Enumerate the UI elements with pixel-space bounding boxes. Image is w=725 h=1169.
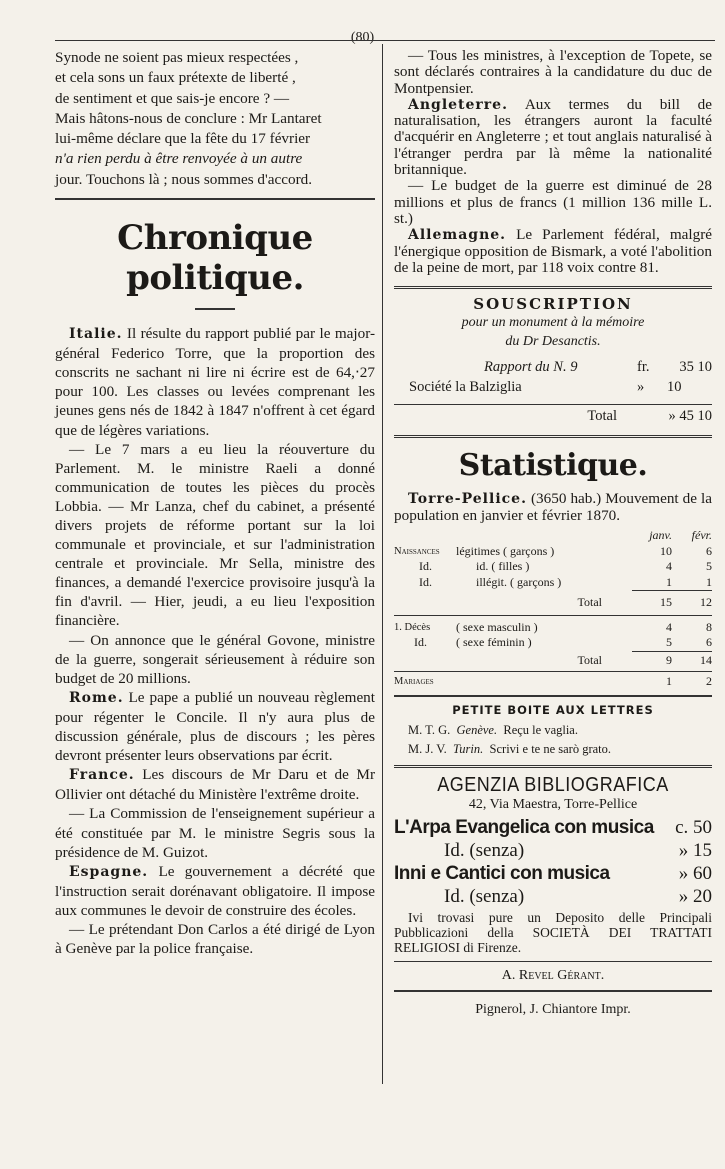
book-title: Id. (senza) <box>444 840 525 862</box>
france-text: Les discours de Mr Daru et de Mr Ollivier ont détaché du Ministère l'extrême droite. <box>55 766 375 804</box>
pop-total-fevr: 12 <box>672 591 712 616</box>
gerant: A. Revel Gérant. <box>501 968 605 984</box>
agenzia-title: AGENZIA BIBLIOGRAFICA <box>437 772 669 796</box>
col-janv: janv. <box>649 528 672 543</box>
pop-row <box>394 544 712 560</box>
pop-desc: ( sexe féminin ) <box>456 635 532 650</box>
souscription-table <box>394 359 712 425</box>
boite-rule <box>394 695 712 697</box>
agenzia-note: Ivi trovasi pure un Deposito delle Principali Pubblicazioni della SOCIETÀ DEI TRATTATI RELIGIOSI di Firenze. <box>394 910 712 956</box>
book-price: c. 50 <box>675 817 712 839</box>
france-paragraph <box>55 765 375 804</box>
angleterre-paragraph <box>394 97 712 178</box>
intro-line: n'a rien perdu à être renvoyée à un autre <box>55 150 303 168</box>
espagne-text: Le gouvernement a décrété que l'instruction serait dorénavant obligatoire. Il impose aux communes le devoir de construire des écoles. <box>55 862 376 919</box>
espagne-paragraph <box>55 862 375 920</box>
italie-heading: Italie. <box>69 326 123 343</box>
souscription-row <box>394 359 712 376</box>
mariages-label: Mariages <box>394 675 434 687</box>
intro-line: de sentiment et que sais-je encore ? — <box>55 89 290 107</box>
torre-paragraph <box>394 491 712 524</box>
book-list <box>394 816 712 908</box>
souscription-rule <box>394 286 712 289</box>
angleterre-heading: Angleterre. <box>408 96 508 113</box>
pop-fevr: 5 <box>706 559 712 574</box>
book-row <box>394 862 712 885</box>
boite-where: Genève. <box>456 723 498 738</box>
pop-janv: 4 <box>666 619 672 634</box>
allemagne-heading: Allemagne. <box>408 227 507 244</box>
population-table <box>394 528 712 689</box>
italie-paragraph <box>55 324 375 440</box>
mariages-row <box>394 674 712 690</box>
gerant-rule <box>394 961 712 962</box>
souscription-total-row <box>394 405 712 426</box>
book-row <box>394 839 712 862</box>
pop-fevr: 8 <box>706 619 712 634</box>
budget-paragraph: — Le budget de la guerre est diminué de 28 millions et plus de francs (1 million 136 mille L. st.) <box>394 177 712 227</box>
book-price: » 15 <box>678 840 712 862</box>
souscription-total-label: Total <box>394 405 637 426</box>
pop-desc: légitimes ( garçons ) <box>456 543 555 558</box>
carlos-paragraph: — Le prétendant Don Carlos a été dirigé de Lyon à Genève par la police française. <box>55 920 375 958</box>
page-number: (80) <box>350 30 375 45</box>
intro-line: jour. Touchons là ; nous sommes d'accord. <box>55 170 313 188</box>
souscription-total-value: » 45 10 <box>637 405 712 426</box>
pop-total-janv: 9 <box>632 651 672 671</box>
mariages-fevr: 2 <box>706 673 712 688</box>
intro-paragraph <box>55 48 375 190</box>
angleterre-text: Aux termes du bill de naturalisation, les étrangers auront la faculté d'acquérir en Angleterre ; et tout anglais naturalisé à l'étranger perdra par là même la nationalité britannique. <box>394 95 712 179</box>
book-title: Inni e Cantici con musica <box>394 863 610 885</box>
souscription-currency: » <box>637 379 645 396</box>
intro-line: Mais hâtons-nous de conclure : Mr Lantaret <box>55 109 322 127</box>
commission-paragraph: — La Commission de l'enseignement supérieur a été constituée par M. le ministre Segris sous la présidence de M. Guizot. <box>55 805 375 861</box>
pop-label: Id. <box>414 635 427 650</box>
boite-where: Turin. <box>453 742 484 757</box>
column-divider <box>382 44 383 1084</box>
book-title: Id. (senza) <box>444 886 525 908</box>
pop-row <box>394 559 712 575</box>
section-rule <box>55 198 375 200</box>
pop-label: Id. <box>419 574 432 589</box>
pop-label: Naissances <box>394 545 440 557</box>
book-price: » 60 <box>678 863 712 885</box>
boite-msg: Reçu le vaglia. <box>503 723 578 738</box>
book-title: L'Arpa Evangelica con musica <box>394 817 654 839</box>
pop-desc: illégit. ( garçons ) <box>476 574 562 589</box>
book-price: » 20 <box>678 886 712 908</box>
pop-fevr: 6 <box>706 635 712 650</box>
pop-janv: 5 <box>666 635 672 650</box>
ministres-paragraph: — Tous les ministres, à l'exception de Topete, se sont déclarés contraires à la candidature du duc de Montpensier. <box>394 47 712 97</box>
pop-row <box>394 620 712 636</box>
pop-row <box>394 575 712 591</box>
pop-fevr: 6 <box>706 543 712 558</box>
boite-row <box>408 740 712 759</box>
col-fevr: févr. <box>691 528 712 543</box>
book-row <box>394 885 712 908</box>
souscription-sub1: pour un monument à la mémoire <box>461 315 645 331</box>
torre-heading: Torre-Pellice. <box>408 491 527 508</box>
souscription-currency: fr. <box>637 359 650 376</box>
govone-paragraph: — On annonce que le général Govone, ministre de la guerre, songerait sérieusement à réduire son budget de 20 millions. <box>55 631 375 687</box>
boite-msg: Scrivi e te ne sarò grato. <box>489 742 612 757</box>
statistique-rule <box>394 435 712 438</box>
title-dash <box>195 308 235 310</box>
pop-total-fevr: 14 <box>672 651 712 671</box>
mariages-janv: 1 <box>666 673 672 688</box>
allemagne-text: Le Parlement fédéral, malgré l'énergique opposition de Bismark, a voté l'abolition de la peine de mort, par 118 voix contre 81. <box>394 226 712 276</box>
statistique-title: Statistique. <box>458 448 648 484</box>
pop-total-label: Total <box>577 653 602 668</box>
rome-paragraph <box>55 688 375 765</box>
boite-row <box>408 721 712 740</box>
agenzia-address: 42, Via Maestra, Torre-Pellice <box>468 797 638 813</box>
souscription-value: 10 <box>667 379 682 396</box>
pop-janv: 4 <box>666 559 672 574</box>
souscription-row <box>394 376 712 396</box>
pop-label: Id. <box>419 559 432 574</box>
pop-total-label: Total <box>577 594 602 609</box>
torre-text: (3650 hab.) Mouvement de la population en janvier et février 1870. <box>394 490 713 524</box>
imprimeur: Pignerol, J. Chiantore Impr. <box>475 1002 631 1018</box>
pop-total-row <box>394 651 712 671</box>
boite-title: PETITE BOITE AUX LETTRES <box>452 703 654 718</box>
espagne-heading: Espagne. <box>69 863 149 880</box>
pop-total-row <box>394 591 712 616</box>
left-column <box>55 48 375 958</box>
imprimeur-rule <box>394 990 712 992</box>
pop-row <box>394 635 712 651</box>
pop-janv: 10 <box>660 543 672 558</box>
pop-fevr: 1 <box>706 574 712 589</box>
souscription-title: SOUSCRIPTION <box>473 295 633 314</box>
pop-total-janv: 15 <box>632 591 672 616</box>
souscription-label: Rapport du N. 9 <box>484 359 578 376</box>
book-row <box>394 816 712 839</box>
chronique-title: Chronique politique. <box>117 218 313 299</box>
pop-label: 1. Décès <box>394 621 431 633</box>
pop-desc: id. ( filles ) <box>476 559 530 574</box>
intro-line: Synode ne soient pas mieux respectées , <box>55 49 299 66</box>
parlement-paragraph: — Le 7 mars a eu lieu la réouverture du Parlement. M. le ministre Raeli a donné communication de toutes les pièces du procès Lobbia. — Mr Lanza, chef du cabinet, a présenté divers projets de réforme portant sur la loi communale et provinciale, et sur l'administration centrale et provinciale. Mr Sella, ministre des finances, a demandé l'exercice provisoire jusqu'à la fin d'avril. — Hier, jeudi, a eu lieu l'exposition financière. <box>55 440 375 630</box>
boite-list <box>394 721 712 759</box>
pop-desc: ( sexe masculin ) <box>456 619 538 634</box>
top-rule <box>55 40 715 41</box>
right-column <box>394 48 712 1018</box>
italie-text: Il résulte du rapport publié par le major-général Federico Torre, que la proportion des conscrits ne sachant ni lire ni écrire est de 64,‧27 pour 100. Les classes ou levées comprenant les jeunes gens nés de 1842 à 1847 n'offrent à cet égard que de légères variations. <box>55 325 376 439</box>
boite-who: M. J. V. <box>408 742 447 757</box>
boite-who: M. T. G. <box>408 723 451 738</box>
rome-text: Le pape a publié un nouveau règlement pour régenter le Concile. Il n'y aura plus de discussion générale, plus de discours ; les pères devront présenter leurs observations par écrit. <box>55 688 375 765</box>
souscription-value: 35 10 <box>679 359 712 376</box>
agenzia-rule <box>394 765 712 768</box>
souscription-label: Société la Balziglia <box>409 379 522 396</box>
pop-janv: 1 <box>666 574 672 589</box>
rome-heading: Rome. <box>69 689 124 706</box>
intro-line: et cela sons un faux prétexte de liberté , <box>55 69 296 87</box>
souscription-sub2: du Dr Desanctis. <box>505 334 601 350</box>
france-heading: France. <box>69 767 135 784</box>
allemagne-paragraph <box>394 227 712 276</box>
intro-line: lui-même déclare que la fête du 17 février <box>55 130 311 148</box>
